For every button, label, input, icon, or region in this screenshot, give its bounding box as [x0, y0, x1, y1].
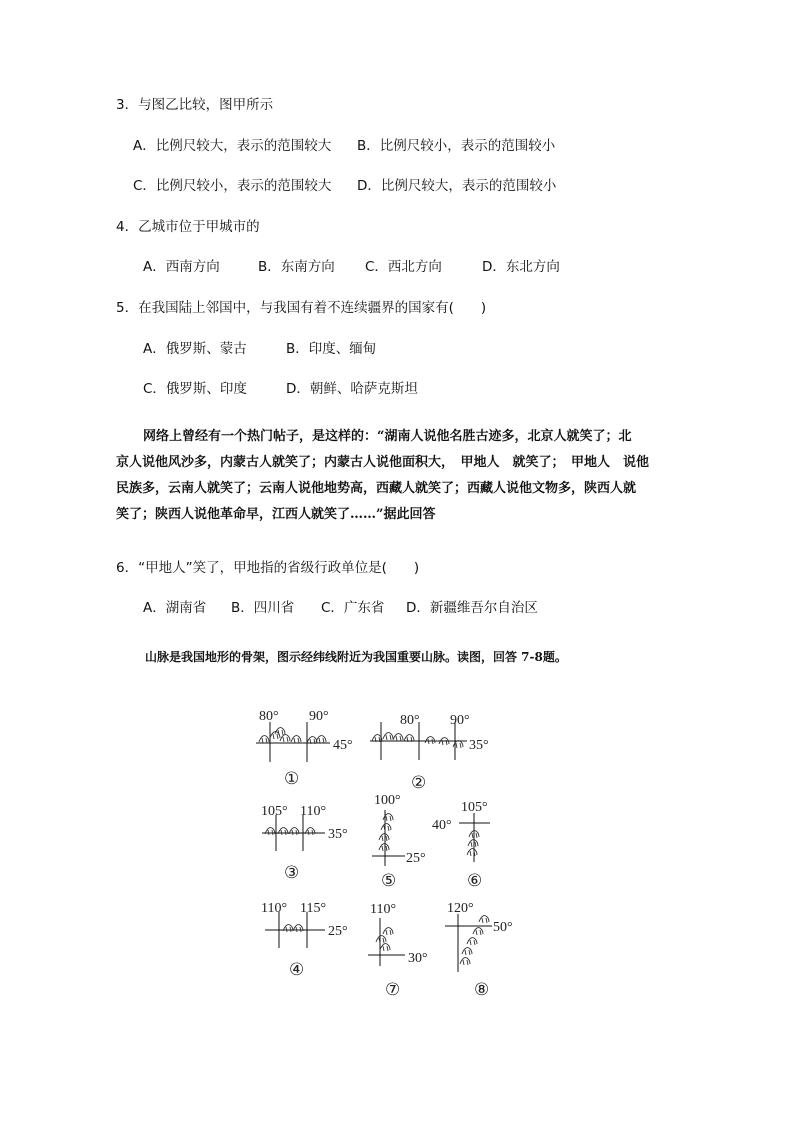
q4-stem: 4．乙城市位于甲城市的	[116, 219, 260, 235]
panel-1-lon-1: 80°	[259, 709, 279, 724]
passage-line-4: 笑了；陕西人说他革命早，江西人就笑了……”据此回答	[116, 507, 436, 522]
panel-6-lat: 40°	[432, 818, 452, 833]
panel-4-label: ④	[289, 960, 305, 979]
q3-option-c: C．比例尺较小，表示的范围较大	[133, 178, 332, 194]
panel-4-lon-2: 115°	[300, 901, 327, 916]
panel-6-lon: 105°	[461, 800, 488, 815]
panel-8-lon: 120°	[447, 901, 474, 916]
panel-1-lon-2: 90°	[309, 709, 329, 724]
q6-option-a: A．湖南省	[143, 600, 207, 616]
q4-option-d: D．东北方向	[482, 259, 560, 275]
panel-3	[261, 804, 348, 882]
panel-2-lon-2: 90°	[450, 713, 470, 728]
panel-3-lat: 35°	[328, 827, 348, 842]
q6-option-c: C．广东省	[321, 600, 385, 616]
panel-8	[445, 901, 513, 999]
panel-7-label: ⑦	[385, 980, 401, 999]
q5-option-a: A．俄罗斯、蒙古	[143, 341, 247, 357]
panel-1-label: ①	[284, 769, 300, 788]
passage-line-3: 民族多，云南人就笑了；云南人说他地势高，西藏人就笑了；西藏人说他文物多，陕西人就	[116, 481, 637, 496]
q5-option-c: C．俄罗斯、印度	[143, 381, 247, 397]
mountain-intro: 山脉是我国地形的骨架，图示经纬线附近为我国重要山脉。读图，回答 7-8题。	[145, 650, 567, 664]
passage-line-1: 网络上曾经有一个热门帖子，是这样的：“湖南人说他名胜古迹多，北京人就笑了；北	[143, 429, 632, 444]
panel-6	[432, 800, 490, 890]
q5-stem: 5．在我国陆上邻国中，与我国有着不连续疆界的国家有( )	[116, 300, 487, 316]
q5-option-d: D．朝鲜、哈萨克斯坦	[286, 381, 418, 397]
panel-5-lat: 25°	[406, 851, 426, 866]
panel-6-label: ⑥	[467, 871, 483, 890]
panel-3-lon-1: 105°	[261, 804, 288, 819]
q6-stem: 6．“甲地人”笑了，甲地指的省级行政单位是( )	[116, 560, 420, 576]
panel-7-lat: 30°	[408, 951, 428, 966]
panel-8-label: ⑧	[474, 980, 490, 999]
panel-8-lat: 50°	[493, 920, 513, 935]
panel-5-label: ⑤	[381, 871, 397, 890]
q4-option-c: C．西北方向	[365, 259, 442, 275]
panel-2	[370, 713, 489, 792]
q3-option-b: B．比例尺较小，表示的范围较小	[357, 138, 556, 154]
panel-4	[261, 901, 348, 979]
q6-option-b: B．四川省	[231, 600, 295, 616]
q6-option-d: D．新疆维吾尔自治区	[406, 600, 538, 616]
panel-5-lon: 100°	[374, 793, 401, 808]
q4-option-a: A．西南方向	[143, 259, 220, 275]
panel-7	[368, 902, 428, 999]
q3-option-a: A．比例尺较大，表示的范围较大	[133, 138, 332, 154]
passage-line-2: 京人说他风沙多，内蒙古人就笑了；内蒙古人说他面积大， 甲地人 就笑了； 甲地人 说他	[116, 455, 650, 470]
q3-stem: 3．与图乙比较，图甲所示	[116, 97, 274, 113]
panel-5	[372, 793, 426, 890]
panel-4-lat: 25°	[328, 924, 348, 939]
panel-7-lon: 110°	[370, 902, 397, 917]
panel-4-lon-1: 110°	[261, 901, 288, 916]
panel-3-label: ③	[284, 863, 300, 882]
panel-1-lat: 45°	[333, 738, 353, 753]
panel-3-lon-2: 110°	[300, 804, 327, 819]
q5-option-b: B．印度、缅甸	[286, 341, 377, 357]
panel-2-lat: 35°	[469, 738, 489, 753]
q3-option-d: D．比例尺较大，表示的范围较小	[357, 178, 557, 194]
q4-option-b: B．东南方向	[258, 259, 335, 275]
panel-2-lon-1: 80°	[400, 713, 420, 728]
panel-1	[256, 709, 353, 788]
panel-2-label: ②	[411, 773, 427, 792]
